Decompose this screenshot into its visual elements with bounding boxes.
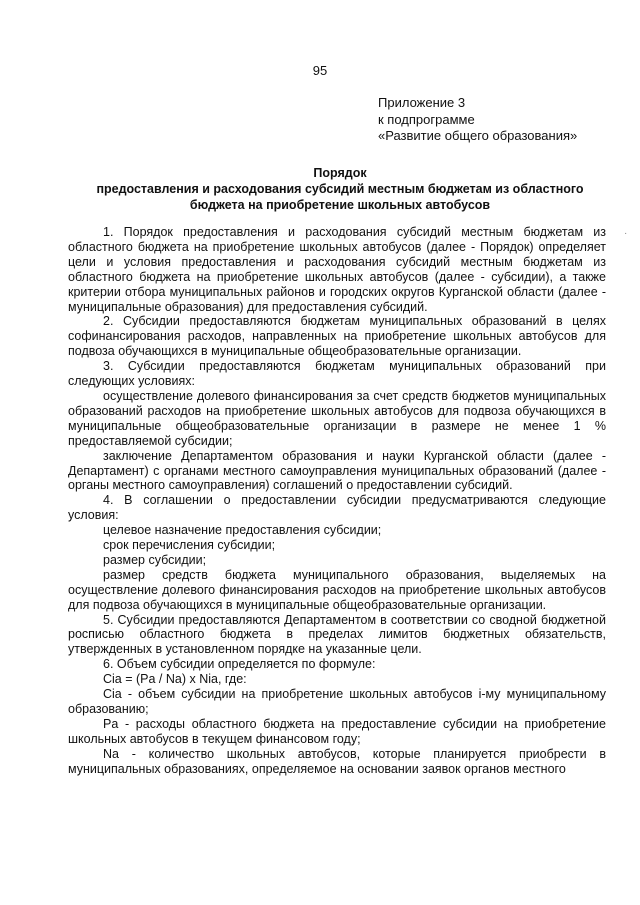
title-line: предоставления и расходования субсидий местным бюджетам из областного: [96, 182, 584, 196]
appendix-line: к подпрограмме: [378, 111, 475, 127]
definition: Na - количество школьных автобусов, которые планируется приобрести в муниципальных образованиях, определяемое на основании заявок органов местного: [68, 746, 606, 776]
definition: Pa - расходы областного бюджета на предоставление субсидии на приобретение школьных автобусов в текущем финансовом году;: [68, 716, 606, 746]
appendix-line: Приложение 3: [378, 95, 466, 110]
paragraph: 2. Субсидии предоставляются бюджетам муниципальных образований в целях софинансирования расходов, направленных на приобретение школьных автобусов для подвоза обучающихся в муниципальные общеобразовательные организации.: [68, 314, 606, 359]
title-line: бюджета на приобретение школьных автобусов: [189, 198, 491, 212]
document-title: [60, 165, 620, 213]
appendix-note: [378, 95, 577, 145]
appendix-line: «Развитие общего образования»: [378, 128, 578, 143]
paragraph: 5. Субсидии предоставляются Департаментом в соответствии со сводной бюджетной росписью областного бюджета в пределах лимитов бюджетных обязательств, утвержденных в установленном порядке на указанные цели.: [68, 612, 606, 657]
formula: Cia = (Pa / Na) x Nia, где:: [103, 672, 247, 687]
paragraph: срок перечисления субсидии;: [103, 538, 276, 553]
paragraph: 6. Объем субсидии определяется по формуле:: [103, 657, 376, 672]
paragraph: 4. В соглашении о предоставлении субсидии предусматриваются следующие условия:: [68, 493, 606, 523]
paragraph: целевое назначение предоставления субсидии;: [103, 523, 382, 538]
title-line: Порядок: [313, 166, 367, 180]
paragraph: размер субсидии;: [103, 552, 207, 567]
page-number: 95: [312, 63, 328, 78]
definition: Cia - объем субсидии на приобретение школьных автобусов i-му муниципальному образованию;: [68, 687, 606, 716]
stray-mark: ·: [624, 228, 628, 239]
paragraph: осуществление долевого финансирования за счет средств бюджетов муниципальных образований расходов на приобретение школьных автобусов для подвоза обучающихся в муниципальные общеобразовательные организации в размере не менее 1 % предоставляемой субсидии;: [68, 388, 606, 448]
paragraph: размер средств бюджета муниципального образования, выделяемых на осуществление долевого финансирования расходов на приобретение школьных автобусов для подвоза обучающихся в муниципальные общеобразовательные организации.: [68, 567, 606, 612]
document-body: [68, 225, 606, 777]
paragraph: 3. Субсидии предоставляются бюджетам муниципальных образований при следующих условиях:: [68, 359, 606, 389]
paragraph: заключение Департаментом образования и науки Курганской области (далее - Департамент) с органами местного самоуправления муниципальных образований (далее - органы местного самоуправления) соглашений о предоставлении субсидий.: [68, 448, 606, 493]
paragraph: 1. Порядок предоставления и расходования субсидий местным бюджетам из областного бюджета на приобретение школьных автобусов (далее - Порядок) определяет цели и условия предоставления и расходования субсидий местным бюджетам из областного бюджета на приобретение школьных автобусов (далее - субсидии), а также критерии отбора муниципальных районов и городских округов Курганской области (далее - муниципальные образования) для предоставления субсидий.: [68, 225, 606, 314]
